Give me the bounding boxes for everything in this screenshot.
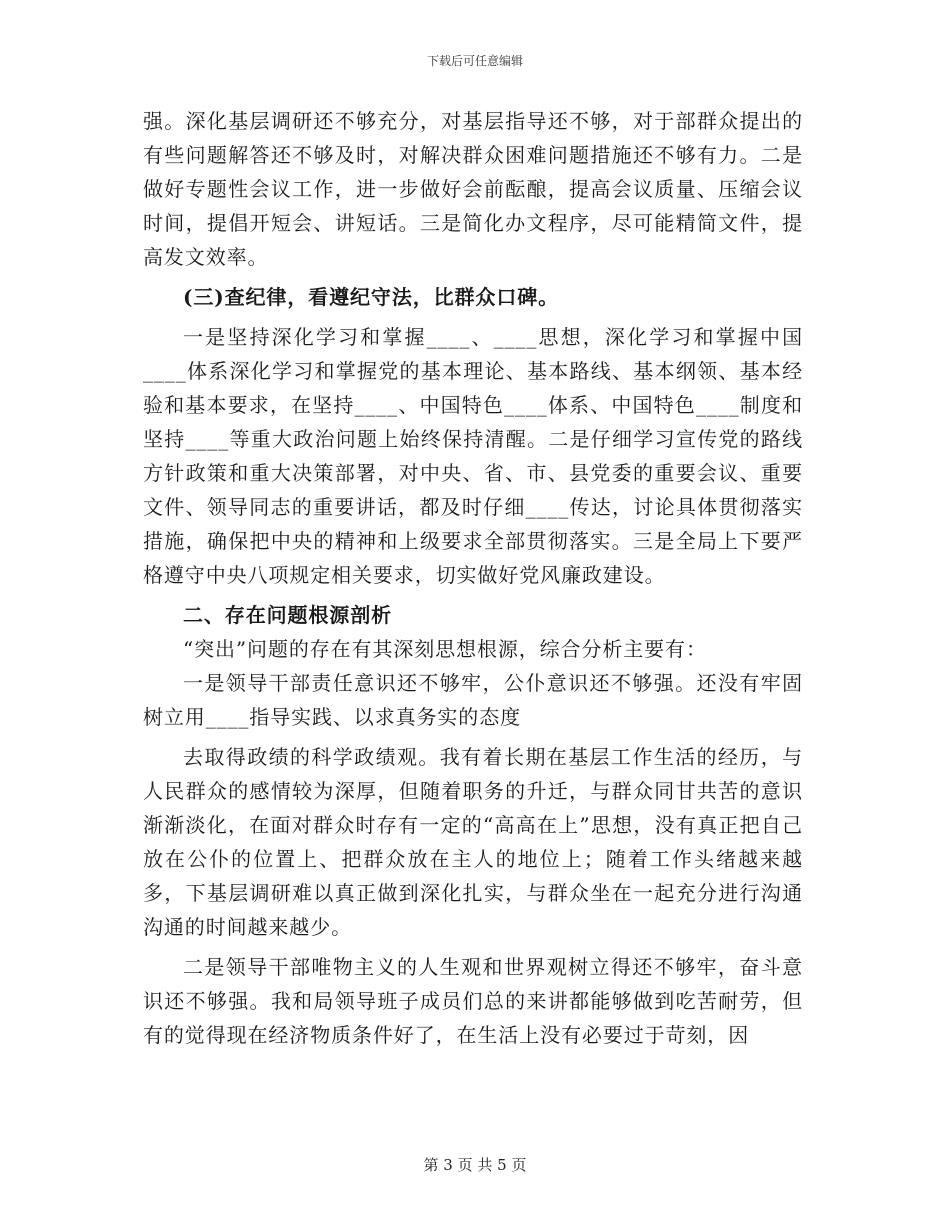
paragraph-cause-one: 一是领导干部责任意识还不够牢，公仆意识还不够强。还没有牢固树立用____指导实践、以求真务实的态度 [143,671,803,729]
paragraph-discipline-details: 一是坚持深化学习和掌握____、____思想，深化学习和掌握中国____体系深化学习和掌握党的基本理论、基本路线、基本纲领、基本经验和基本要求，在坚持____、中国特色____体系、中国特色____制度和坚持____等重大政治问题上始终保持清醒。二是仔细学习宣传党的路线方针政策和重大决策部署，对中央、省、市、县党委的重要会议、重要文件、领导同志的重要讲话，都及时仔细____传达，讨论具体贯彻落实措施，确保把中央的精神和上级要求全部贯彻落实。三是全局上下要严格遵守中央八项规定相关要求，切实做好党风廉政建设。 [143,325,803,587]
page-header: 下载后可任意编辑 [426,54,523,68]
paragraph-continuation: 强。深化基层调研还不够充分，对基层指导还不够，对于部群众提出的有些问题解答还不够及时，对解决群众困难问题措施还不够有力。二是做好专题性会议工作，进一步做好会前酝酿，提高会议质量、压缩会议时间，提倡开短会、讲短话。三是简化办文程序，尽可能精简文件，提高发文效率。 [143,109,803,269]
paragraph-root-cause-intro: “突出”问题的存在有其深刻思想根源，综合分析主要有： [183,637,707,661]
page-footer: 第 3 页 共 5 页 [423,1156,527,1174]
paragraph-cause-two: 二是领导干部唯物主义的人生观和世界观树立得还不够牢，奋斗意识还不够强。我和局领导班子成员们总的来讲都能够做到吃苦耐劳，但有的觉得现在经济物质条件好了，在生活上没有必要过于苛刻，因 [143,955,803,1047]
document-body [143,104,803,1052]
paragraph-cause-one-continued: 去取得政绩的科学政绩观。我有着长期在基层工作生活的经历，与人民群众的感情较为深厚，但随着职务的升迁，与群众同甘共苦的意识渐渐淡化，在面对群众时存有一定的“高高在上”思想，没有真正把自己放在公仆的位置上、把群众放在主人的地位上；随着工作头绪越来越多，下基层调研难以真正做到深化扎实，与群众坐在一起充分进行沟通沟通的时间越来越少。 [143,745,803,939]
section-heading-root-cause: 二、存在问题根源剖析 [183,603,392,627]
section-heading-discipline: (三)查纪律，看遵纪守法，比群众口碑。 [183,285,560,309]
